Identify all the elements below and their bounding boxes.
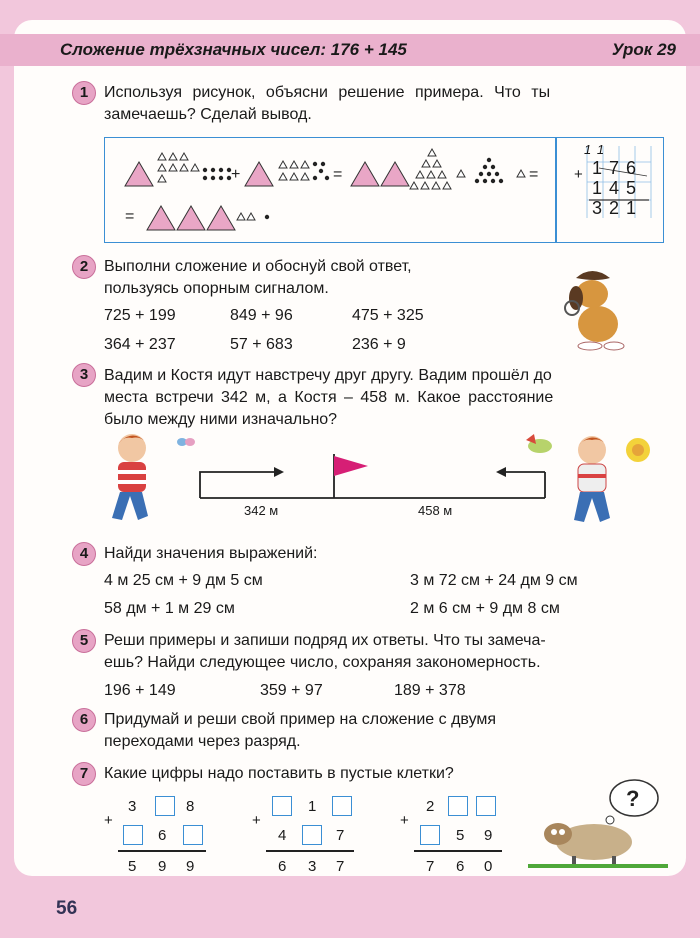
task4-expression: 58 дм + 1 м 29 см [104, 600, 235, 617]
task7-number: 7 [72, 762, 96, 786]
column-bottom-number: 1 4 5 [592, 178, 638, 198]
task5-text-line1: Реши примеры и запиши подряд их ответы. Что ты замеча- [104, 632, 546, 649]
task5-number: 5 [72, 629, 96, 653]
task2-example: 236 + 9 [352, 336, 406, 353]
task6-number: 6 [72, 708, 96, 732]
result-digit: 6 [456, 858, 465, 875]
column-top-number: 1 7 6 [592, 158, 638, 178]
empty-cell[interactable] [420, 825, 440, 845]
svg-text:=: = [529, 166, 539, 183]
boy-kostya-illustration [574, 436, 610, 522]
digit: 4 [278, 827, 287, 844]
big-triangle [147, 206, 175, 230]
empty-cell[interactable] [476, 796, 496, 816]
plus-sign: + [104, 812, 113, 829]
column-plus-sign: + [574, 166, 583, 183]
dog-detective-illustration [556, 264, 636, 354]
distance-label-vadim: 342 м [244, 503, 279, 518]
result-digit: 5 [128, 858, 137, 875]
svg-text:=: = [333, 166, 343, 183]
column-result-number: 3 2 1 [592, 198, 638, 218]
task5-example: 196 + 149 [104, 682, 176, 699]
task1-figure-box [104, 137, 664, 243]
big-triangle [381, 162, 409, 186]
task5-text-line2: ешь? Найди следующее число, сохраняя закономерность. [104, 654, 541, 671]
task6-text-line1: Придумай и реши свой пример на сложение с двумя [104, 711, 497, 728]
digit: 2 [426, 798, 435, 815]
task1-text-line2: замечаешь? Сделай вывод. [104, 106, 312, 123]
task2-text-line1: Выполни сложение и обоснуй свой ответ, [104, 258, 412, 275]
task3-number: 3 [72, 363, 96, 387]
result-digit: 6 [278, 858, 287, 875]
task6-text-line2: переходами через разряд. [104, 733, 301, 750]
task3-text-line2: места встречи 342 м, а Костя – 458 м. Какое расстояние [104, 389, 554, 406]
digit: 7 [336, 827, 345, 844]
lesson-label: Урок 29 [611, 40, 676, 59]
task2-example: 364 + 237 [104, 336, 176, 353]
butterfly-icon [177, 438, 195, 446]
carry-digits: 1 1 [584, 142, 606, 157]
svg-text:?: ? [626, 786, 640, 811]
empty-cell[interactable] [155, 796, 175, 816]
empty-cell[interactable] [302, 825, 322, 845]
result-digit: 0 [484, 858, 493, 875]
big-triangle [177, 206, 205, 230]
sun-illustration [626, 438, 650, 462]
triangles-picture [105, 138, 555, 242]
task1-number: 1 [72, 81, 96, 105]
empty-cell[interactable] [272, 796, 292, 816]
empty-cell[interactable] [332, 796, 352, 816]
result-digit: 9 [158, 858, 167, 875]
bird-illustration [526, 434, 552, 453]
meeting-flag [334, 456, 368, 476]
digit: 1 [308, 798, 317, 815]
empty-cell[interactable] [123, 825, 143, 845]
result-digit: 9 [186, 858, 195, 875]
result-digit: 3 [308, 858, 317, 875]
task4-expression: 3 м 72 см + 24 дм 9 см [410, 572, 578, 589]
task3-text-line1: Вадим и Костя идут навстречу друг другу. Вадим прошёл до [104, 367, 552, 384]
task4-expression: 4 м 25 см + 9 дм 5 см [104, 572, 263, 589]
plus-sign: + [400, 812, 409, 829]
task1-text-line1: Используя рисунок, объясни решение примера. Что ты [104, 84, 551, 101]
task5-example: 189 + 378 [394, 682, 466, 699]
task2-text-line2: пользуясь опорным сигналом. [104, 280, 329, 297]
big-triangle [125, 162, 153, 186]
sheep-illustration [528, 770, 668, 870]
digit: 8 [186, 798, 195, 815]
result-digit: 7 [426, 858, 435, 875]
task2-number: 2 [72, 255, 96, 279]
task2-example: 849 + 96 [230, 307, 293, 324]
distance-label-kostya: 458 м [418, 503, 453, 518]
task4-number: 4 [72, 542, 96, 566]
boy-vadim-illustration [112, 434, 148, 520]
page-number: 56 [56, 898, 78, 919]
svg-text:=: = [125, 208, 135, 225]
plus-sign: + [252, 812, 261, 829]
task4-expression: 2 м 6 см + 9 дм 8 см [410, 600, 560, 617]
task7-text: Какие цифры надо поставить в пустые клетки? [104, 765, 454, 782]
digit: 9 [484, 827, 493, 844]
digit: 3 [128, 798, 137, 815]
result-digit: 7 [336, 858, 345, 875]
task2-example: 475 + 325 [352, 307, 424, 324]
big-triangle [351, 162, 379, 186]
big-triangle [207, 206, 235, 230]
task5-example: 359 + 97 [260, 682, 323, 699]
task4-text: Найди значения выражений: [104, 545, 318, 562]
page-title: Сложение трёхзначных чисел: 176 + 145 [60, 40, 407, 59]
task2-example: 57 + 683 [230, 336, 293, 353]
header-bar [0, 34, 700, 66]
task2-example: 725 + 199 [104, 307, 176, 324]
big-triangle [245, 162, 273, 186]
digit: 5 [456, 827, 465, 844]
empty-cell[interactable] [183, 825, 203, 845]
distance-diagram [100, 430, 660, 530]
svg-text:+: + [231, 166, 241, 183]
digit: 6 [158, 827, 167, 844]
task3-text-line3: было между ними изначально? [104, 411, 338, 428]
empty-cell[interactable] [448, 796, 468, 816]
